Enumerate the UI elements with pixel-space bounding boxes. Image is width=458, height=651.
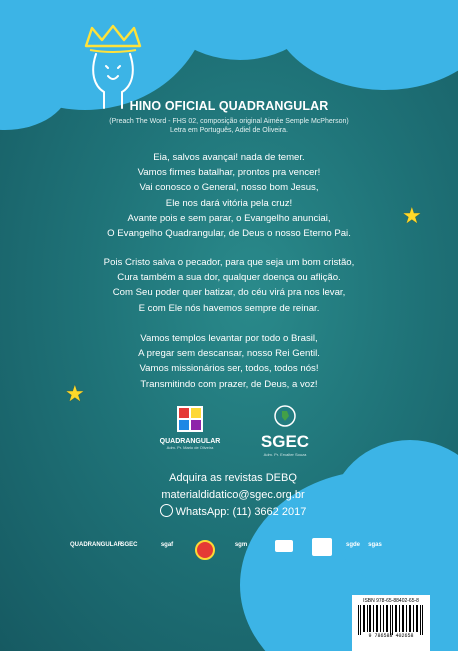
verse-line: Cura também a sua dor, qualquer doença ou aflição.: [117, 272, 341, 284]
partner-sgde: sgde: [345, 542, 360, 548]
contact-whatsapp: WhatsApp: (11) 3662 2017: [175, 506, 307, 518]
partner-sgm: sgm: [234, 542, 248, 548]
verse-line: Vamos firmes batalhar, prontos pra vencer!: [137, 167, 321, 179]
sgec-name: SGEC: [260, 432, 310, 451]
verse-line: E com Ele nós havemos sempre de reinar.: [138, 302, 320, 314]
verse-line: Vamos templos levantar por todo o Brasil,: [140, 333, 318, 344]
verse-line: Ele nos dará vitória pela cruz!: [165, 197, 293, 209]
isbn-barcode: [352, 595, 430, 651]
partner-sgaf: sgaf: [160, 542, 174, 548]
partner-logos: [70, 532, 382, 572]
isbn-label: ISBN 978-65-88402-65-8: [363, 598, 419, 604]
star-icon: ★: [65, 381, 85, 406]
whatsapp-icon: [160, 504, 173, 517]
contact-email[interactable]: materialdidatico@sgec.org.br: [161, 489, 305, 501]
stanza-1: [0, 150, 458, 241]
sgec-admin: Adm. Pr. Ervalter Souza: [263, 452, 307, 457]
quadrangular-admin: Adm. Pr. Mario de Oliveira: [166, 445, 214, 450]
verse-line: O Evangelho Quadrangular, de Deus o nosso Eterno Pai.: [107, 228, 351, 240]
verse-line: Vamos missionários ser, todos, todos nós!: [139, 363, 319, 375]
star-icon: ★: [402, 203, 422, 228]
partner-emblem: [194, 540, 216, 562]
verse-line: A pregar sem descansar, nosso Rei Gentil.: [138, 348, 320, 360]
sgec-globe-icon: [271, 405, 299, 427]
hymn-credits-line2: Letra em Português, Adiel de Oliveira.: [170, 127, 288, 134]
top-cloud-part: [270, 0, 458, 90]
quadrangular-name: QUADRANGULAR: [159, 438, 221, 445]
sgec-logo: [250, 405, 320, 457]
verse-line: Pois Cristo salva o pecador, para que seja um bom cristão,: [103, 257, 355, 268]
verse-line: Eia, salvos avançai! nada de temer.: [153, 152, 305, 163]
verse-line: Transmitindo com prazer, de Deus, a voz!: [140, 378, 318, 390]
partner-badge: [270, 540, 298, 554]
quadrangular-emblem-icon: [176, 405, 204, 433]
partner-quadrangular: QUADRANGULAR: [70, 542, 122, 548]
hymn-credits-line1: (Preach The Word - FHS 02, composição original Aimée Semple McPherson): [109, 118, 349, 125]
stanza-2: [0, 255, 458, 316]
quadrangular-logo: [150, 405, 230, 450]
partner-sgas: sgas: [368, 542, 382, 548]
verse-line: Com Seu poder quer batizar, do céu virá pra nos levar,: [112, 287, 346, 299]
isbn-digits: 9 786588 402658: [368, 633, 414, 639]
verse-line: Vai conosco o General, nosso bom Jesus,: [139, 182, 319, 194]
contact-headline: Adquira as revistas DEBQ: [169, 472, 297, 484]
hymn-title: HINO OFICIAL QUADRANGULAR: [129, 99, 329, 113]
verse-line: Avante pois e sem parar, o Evangelho anunciai,: [127, 212, 331, 224]
contact-whatsapp-row[interactable]: [148, 504, 318, 518]
partner-sgec: SGEC: [120, 542, 138, 548]
partner-badge: [308, 538, 336, 558]
